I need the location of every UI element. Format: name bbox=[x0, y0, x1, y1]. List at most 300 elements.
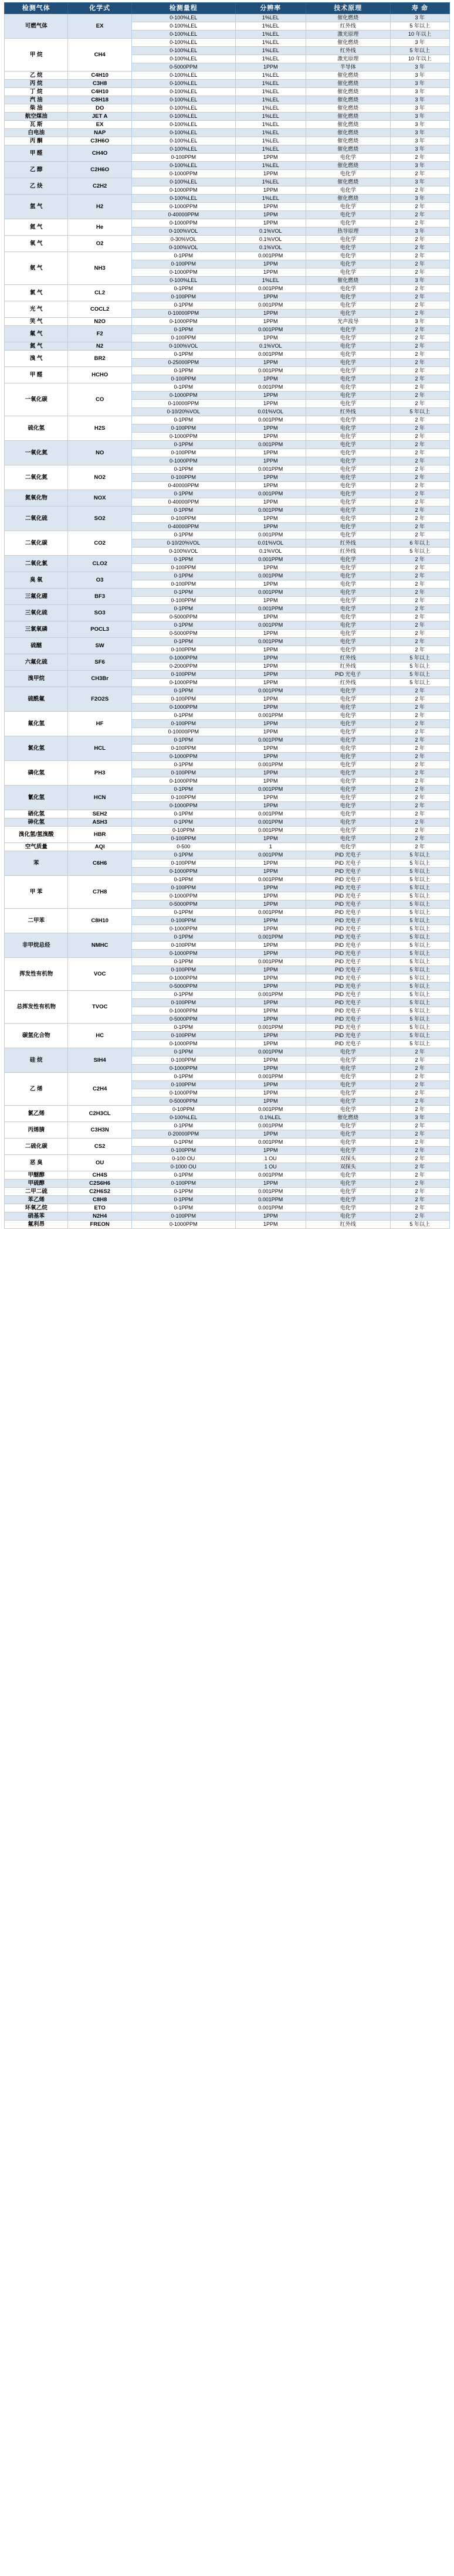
cell-technology: 电化学 bbox=[306, 342, 390, 351]
header-resolution: 分辨率 bbox=[235, 3, 306, 14]
cell-resolution: 0.001PPM bbox=[235, 1204, 306, 1212]
cell-lifetime: 2 年 bbox=[390, 203, 449, 211]
cell-technology: 光声波导 bbox=[306, 318, 390, 326]
cell-lifetime: 5 年以上 bbox=[390, 22, 449, 30]
cell-resolution: 1PPM bbox=[235, 457, 306, 465]
cell-gas-name: 丁 烷 bbox=[5, 88, 68, 96]
cell-technology: 催化燃烧 bbox=[306, 39, 390, 47]
cell-technology: 电化学 bbox=[306, 646, 390, 654]
cell-technology: 电化学 bbox=[306, 441, 390, 449]
cell-resolution: 1PPM bbox=[235, 1032, 306, 1040]
cell-technology: 电化学 bbox=[306, 1212, 390, 1221]
cell-technology: 电化学 bbox=[306, 482, 390, 490]
cell-technology: 电化学 bbox=[306, 580, 390, 589]
cell-formula: C7H8 bbox=[68, 876, 131, 909]
cell-gas-name: 氢 气 bbox=[5, 195, 68, 219]
cell-resolution: 1PPM bbox=[235, 1147, 306, 1155]
cell-gas-name: 氯乙烯 bbox=[5, 1106, 68, 1122]
table-row bbox=[5, 1139, 450, 1147]
cell-technology: 电化学 bbox=[306, 835, 390, 843]
cell-range: 0-1PPM bbox=[131, 383, 235, 392]
cell-technology: 电化学 bbox=[306, 638, 390, 646]
cell-range: 0-1PPM bbox=[131, 416, 235, 424]
cell-resolution: 1PPM bbox=[235, 859, 306, 868]
cell-formula: NOX bbox=[68, 490, 131, 507]
cell-lifetime: 2 年 bbox=[390, 810, 449, 818]
cell-range: 0-100PPM bbox=[131, 515, 235, 523]
cell-technology: 电化学 bbox=[306, 613, 390, 621]
cell-range: 0-1PPM bbox=[131, 1171, 235, 1180]
table-row bbox=[5, 465, 450, 474]
cell-resolution: 1PPM bbox=[235, 1065, 306, 1073]
cell-lifetime: 2 年 bbox=[390, 252, 449, 260]
cell-range: 0-100PPM bbox=[131, 260, 235, 269]
cell-range: 0-1PPM bbox=[131, 556, 235, 564]
table-row bbox=[5, 572, 450, 580]
cell-formula: O3 bbox=[68, 572, 131, 589]
cell-gas-name: 三氯氧磷 bbox=[5, 621, 68, 638]
cell-gas-name: 氰化氢 bbox=[5, 786, 68, 810]
cell-range: 0-1PPM bbox=[131, 605, 235, 613]
cell-lifetime: 2 年 bbox=[390, 531, 449, 539]
cell-lifetime: 2 年 bbox=[390, 572, 449, 580]
cell-lifetime: 2 年 bbox=[390, 293, 449, 301]
cell-resolution: 1PPM bbox=[235, 1040, 306, 1048]
cell-resolution: 0.001PPM bbox=[235, 589, 306, 597]
cell-gas-name: 空气质量 bbox=[5, 843, 68, 851]
cell-resolution: 1PPM bbox=[235, 375, 306, 383]
table-row bbox=[5, 786, 450, 794]
cell-technology: 催化燃烧 bbox=[306, 137, 390, 145]
cell-technology: 电化学 bbox=[306, 556, 390, 564]
cell-technology: 电化学 bbox=[306, 293, 390, 301]
cell-gas-name: 氦 气 bbox=[5, 219, 68, 236]
cell-resolution: 1PPM bbox=[235, 1221, 306, 1229]
cell-technology: 电化学 bbox=[306, 630, 390, 638]
cell-lifetime: 2 年 bbox=[390, 211, 449, 219]
cell-resolution: 0.001PPM bbox=[235, 827, 306, 835]
cell-lifetime: 5 年以上 bbox=[390, 408, 449, 416]
cell-lifetime: 2 年 bbox=[390, 342, 449, 351]
table-row bbox=[5, 876, 450, 884]
cell-formula: BR2 bbox=[68, 351, 131, 367]
cell-lifetime: 2 年 bbox=[390, 498, 449, 507]
cell-gas-name: 甲硫醇 bbox=[5, 1180, 68, 1188]
cell-technology: 电化学 bbox=[306, 490, 390, 498]
cell-technology: 电化学 bbox=[306, 334, 390, 342]
cell-resolution: 1PPM bbox=[235, 728, 306, 736]
cell-technology: 红外线 bbox=[306, 662, 390, 671]
cell-resolution: 1PPM bbox=[235, 424, 306, 433]
cell-formula: C2H4 bbox=[68, 1073, 131, 1106]
cell-formula: F2O2S bbox=[68, 687, 131, 712]
cell-lifetime: 2 年 bbox=[390, 1065, 449, 1073]
cell-lifetime: 2 年 bbox=[390, 424, 449, 433]
cell-lifetime: 2 年 bbox=[390, 761, 449, 769]
cell-lifetime: 2 年 bbox=[390, 712, 449, 720]
cell-resolution: 1PPM bbox=[235, 1130, 306, 1139]
cell-resolution: 1%LEL bbox=[235, 72, 306, 80]
cell-range: 0-100%LEL bbox=[131, 195, 235, 203]
cell-gas-name: 二氧化硫 bbox=[5, 507, 68, 531]
cell-resolution: 1PPM bbox=[235, 1212, 306, 1221]
cell-resolution: 1PPM bbox=[235, 802, 306, 810]
cell-resolution: 1PPM bbox=[235, 1180, 306, 1188]
cell-gas-name: 二甲苯 bbox=[5, 909, 68, 933]
cell-lifetime: 2 年 bbox=[390, 1089, 449, 1097]
cell-lifetime: 2 年 bbox=[390, 827, 449, 835]
cell-range: 0-100PPM bbox=[131, 942, 235, 950]
cell-range: 0-100PPM bbox=[131, 859, 235, 868]
table-row bbox=[5, 933, 450, 942]
cell-range: 0-1PPM bbox=[131, 1139, 235, 1147]
cell-formula: C2S6H6 bbox=[68, 1180, 131, 1188]
cell-lifetime: 3 年 bbox=[390, 113, 449, 121]
cell-range: 0-1000PPM bbox=[131, 1089, 235, 1097]
cell-technology: 电化学 bbox=[306, 1188, 390, 1196]
cell-lifetime: 5 年以上 bbox=[390, 662, 449, 671]
cell-technology: 电化学 bbox=[306, 794, 390, 802]
cell-gas-name: 柴 油 bbox=[5, 104, 68, 113]
cell-range: 0-1PPM bbox=[131, 761, 235, 769]
table-row bbox=[5, 589, 450, 597]
cell-range: 0-100PPM bbox=[131, 564, 235, 572]
cell-range: 0-1PPM bbox=[131, 589, 235, 597]
cell-gas-name: 笑 气 bbox=[5, 318, 68, 326]
header-range: 检测量程 bbox=[131, 3, 235, 14]
table-row bbox=[5, 605, 450, 613]
cell-lifetime: 2 年 bbox=[390, 375, 449, 383]
cell-range: 0-1000PPM bbox=[131, 1007, 235, 1015]
cell-technology: 半导体 bbox=[306, 63, 390, 72]
cell-resolution: 0.001PPM bbox=[235, 367, 306, 375]
cell-formula: COCL2 bbox=[68, 301, 131, 318]
cell-range: 0-1000PPM bbox=[131, 170, 235, 178]
cell-lifetime: 2 年 bbox=[390, 507, 449, 515]
cell-gas-name: 乙 醇 bbox=[5, 162, 68, 178]
cell-formula: HF bbox=[68, 712, 131, 736]
cell-lifetime: 2 年 bbox=[390, 441, 449, 449]
cell-technology: 电化学 bbox=[306, 597, 390, 605]
header-technology: 技术原理 bbox=[306, 3, 390, 14]
table-row bbox=[5, 1048, 450, 1056]
cell-gas-name: 氮 气 bbox=[5, 342, 68, 351]
cell-range: 0-5000PPM bbox=[131, 630, 235, 638]
cell-range: 0-1000PPM bbox=[131, 868, 235, 876]
cell-range: 0-100PPM bbox=[131, 835, 235, 843]
cell-formula: ASH3 bbox=[68, 818, 131, 827]
cell-range: 0-1000PPM bbox=[131, 203, 235, 211]
table-row bbox=[5, 342, 450, 351]
cell-range: 0-10000PPM bbox=[131, 400, 235, 408]
cell-technology: PID 光电子 bbox=[306, 859, 390, 868]
cell-formula: N2 bbox=[68, 342, 131, 351]
table-row bbox=[5, 367, 450, 375]
cell-formula: CH4S bbox=[68, 1171, 131, 1180]
cell-technology: 电化学 bbox=[306, 1180, 390, 1188]
cell-range: 0-100%LEL bbox=[131, 22, 235, 30]
cell-formula: VOC bbox=[68, 958, 131, 991]
cell-lifetime: 2 年 bbox=[390, 482, 449, 490]
cell-technology: 电化学 bbox=[306, 359, 390, 367]
table-row bbox=[5, 827, 450, 835]
cell-gas-name: 航空煤油 bbox=[5, 113, 68, 121]
cell-range: 0-100PPM bbox=[131, 671, 235, 679]
cell-lifetime: 3 年 bbox=[390, 227, 449, 236]
cell-range: 0-100PPM bbox=[131, 794, 235, 802]
cell-formula: AQI bbox=[68, 843, 131, 851]
cell-range: 0-100%LEL bbox=[131, 104, 235, 113]
cell-lifetime: 2 年 bbox=[390, 359, 449, 367]
table-header-row bbox=[5, 3, 450, 14]
table-row bbox=[5, 761, 450, 769]
cell-technology: 电化学 bbox=[306, 1106, 390, 1114]
cell-resolution: 1%LEL bbox=[235, 30, 306, 39]
cell-gas-name: 二硫化碳 bbox=[5, 1139, 68, 1155]
cell-technology: 电化学 bbox=[306, 1081, 390, 1089]
cell-resolution: 1%LEL bbox=[235, 39, 306, 47]
cell-technology: 电化学 bbox=[306, 687, 390, 695]
cell-gas-name: 硒化氢 bbox=[5, 810, 68, 818]
cell-range: 0-40000PPM bbox=[131, 498, 235, 507]
cell-technology: 双探头 bbox=[306, 1155, 390, 1163]
cell-resolution: 0.001PPM bbox=[235, 621, 306, 630]
cell-formula: HC bbox=[68, 1024, 131, 1048]
cell-range: 0-1PPM bbox=[131, 252, 235, 260]
cell-resolution: 1PPM bbox=[235, 966, 306, 974]
cell-range: 0-1PPM bbox=[131, 958, 235, 966]
cell-resolution: 1%LEL bbox=[235, 195, 306, 203]
cell-gas-name: 氨 气 bbox=[5, 252, 68, 285]
cell-range: 0-1PPM bbox=[131, 818, 235, 827]
cell-range: 0-1000PPM bbox=[131, 1040, 235, 1048]
cell-range: 0-1000PPM bbox=[131, 1221, 235, 1229]
table-row bbox=[5, 507, 450, 515]
cell-gas-name: 甲 苯 bbox=[5, 876, 68, 909]
cell-lifetime: 5 年以上 bbox=[390, 1024, 449, 1032]
cell-technology: PID 光电子 bbox=[306, 966, 390, 974]
cell-resolution: 1PPM bbox=[235, 580, 306, 589]
cell-lifetime: 2 年 bbox=[390, 695, 449, 704]
cell-lifetime: 5 年以上 bbox=[390, 974, 449, 983]
cell-technology: 电化学 bbox=[306, 186, 390, 195]
cell-technology: PID 光电子 bbox=[306, 671, 390, 679]
cell-technology: PID 光电子 bbox=[306, 900, 390, 909]
cell-range: 0-1PPM bbox=[131, 1188, 235, 1196]
cell-technology: PID 光电子 bbox=[306, 974, 390, 983]
table-row bbox=[5, 88, 450, 96]
cell-range: 0-1000PPM bbox=[131, 950, 235, 958]
table-row bbox=[5, 96, 450, 104]
cell-lifetime: 5 年以上 bbox=[390, 942, 449, 950]
cell-resolution: 1PPM bbox=[235, 794, 306, 802]
cell-resolution: 1%LEL bbox=[235, 113, 306, 121]
cell-technology: 红外线 bbox=[306, 408, 390, 416]
cell-lifetime: 5 年以上 bbox=[390, 958, 449, 966]
cell-resolution: 1PPM bbox=[235, 154, 306, 162]
cell-technology: 红外线 bbox=[306, 22, 390, 30]
cell-resolution: 0.001PPM bbox=[235, 818, 306, 827]
cell-range: 0-10000PPM bbox=[131, 728, 235, 736]
table-row bbox=[5, 654, 450, 662]
cell-gas-name: 可燃气体 bbox=[5, 14, 68, 39]
table-row bbox=[5, 178, 450, 186]
cell-lifetime: 2 年 bbox=[390, 794, 449, 802]
cell-lifetime: 2 年 bbox=[390, 326, 449, 334]
cell-resolution: 1PPM bbox=[235, 999, 306, 1007]
cell-technology: 红外线 bbox=[306, 654, 390, 662]
cell-lifetime: 5 年以上 bbox=[390, 876, 449, 884]
cell-resolution: 0.001PPM bbox=[235, 909, 306, 917]
cell-lifetime: 2 年 bbox=[390, 1048, 449, 1056]
cell-formula: C8H8 bbox=[68, 1196, 131, 1204]
cell-lifetime: 5 年以上 bbox=[390, 900, 449, 909]
cell-resolution: 0.1%VOL bbox=[235, 227, 306, 236]
cell-range: 0-1PPM bbox=[131, 465, 235, 474]
cell-formula: C3H6O bbox=[68, 137, 131, 145]
table-row bbox=[5, 1106, 450, 1114]
table-row bbox=[5, 958, 450, 966]
cell-technology: 电化学 bbox=[306, 589, 390, 597]
cell-lifetime: 3 年 bbox=[390, 121, 449, 129]
cell-lifetime: 5 年以上 bbox=[390, 909, 449, 917]
table-row bbox=[5, 104, 450, 113]
cell-range: 0-40000PPM bbox=[131, 523, 235, 531]
cell-technology: PID 光电子 bbox=[306, 868, 390, 876]
cell-range: 0-1PPM bbox=[131, 687, 235, 695]
cell-resolution: 0.1%VOL bbox=[235, 236, 306, 244]
cell-range: 0-40000PPM bbox=[131, 482, 235, 490]
cell-resolution: 1PPM bbox=[235, 1007, 306, 1015]
table-row bbox=[5, 1171, 450, 1180]
cell-resolution: 0.001PPM bbox=[235, 1196, 306, 1204]
cell-resolution: 1PPM bbox=[235, 679, 306, 687]
cell-technology: 电化学 bbox=[306, 244, 390, 252]
cell-lifetime: 2 年 bbox=[390, 433, 449, 441]
cell-range: 0-1PPM bbox=[131, 851, 235, 859]
cell-resolution: 1PPM bbox=[235, 925, 306, 933]
cell-resolution: 0.1%LEL bbox=[235, 1114, 306, 1122]
cell-technology: PID 光电子 bbox=[306, 942, 390, 950]
cell-formula: C3H3N bbox=[68, 1122, 131, 1139]
cell-lifetime: 3 年 bbox=[390, 96, 449, 104]
cell-lifetime: 2 年 bbox=[390, 515, 449, 523]
cell-gas-name: 一氧化碳 bbox=[5, 383, 68, 416]
cell-resolution: 1PPM bbox=[235, 63, 306, 72]
cell-technology: PID 光电子 bbox=[306, 925, 390, 933]
cell-technology: 电化学 bbox=[306, 211, 390, 219]
cell-range: 0-100PPM bbox=[131, 646, 235, 654]
cell-formula: C2H2 bbox=[68, 178, 131, 195]
cell-resolution: 1PPM bbox=[235, 400, 306, 408]
cell-lifetime: 2 年 bbox=[390, 1056, 449, 1065]
cell-technology: 电化学 bbox=[306, 285, 390, 293]
cell-resolution: 1PPM bbox=[235, 974, 306, 983]
cell-lifetime: 10 年以上 bbox=[390, 30, 449, 39]
cell-range: 0-5000PPM bbox=[131, 1097, 235, 1106]
cell-resolution: 1PPM bbox=[235, 433, 306, 441]
cell-lifetime: 5 年以上 bbox=[390, 1221, 449, 1229]
cell-formula: CL2 bbox=[68, 285, 131, 301]
cell-technology: 电化学 bbox=[306, 203, 390, 211]
cell-lifetime: 3 年 bbox=[390, 104, 449, 113]
cell-lifetime: 2 年 bbox=[390, 1163, 449, 1171]
cell-range: 0-100PPM bbox=[131, 334, 235, 342]
cell-formula: CO2 bbox=[68, 531, 131, 556]
cell-range: 0-1PPM bbox=[131, 1073, 235, 1081]
cell-resolution: 1PPM bbox=[235, 868, 306, 876]
cell-formula: SO3 bbox=[68, 605, 131, 621]
cell-technology: 催化燃烧 bbox=[306, 1114, 390, 1122]
cell-range: 0-100PPM bbox=[131, 1032, 235, 1040]
cell-range: 0-100PPM bbox=[131, 1180, 235, 1188]
cell-technology: 电化学 bbox=[306, 1130, 390, 1139]
cell-lifetime: 2 年 bbox=[390, 260, 449, 269]
cell-technology: 电化学 bbox=[306, 704, 390, 712]
cell-range: 0-1000PPM bbox=[131, 654, 235, 662]
cell-gas-name: 硅 烷 bbox=[5, 1048, 68, 1073]
cell-formula: TVOC bbox=[68, 991, 131, 1024]
cell-range: 0-10PPM bbox=[131, 827, 235, 835]
cell-gas-name: 丙烯腈 bbox=[5, 1122, 68, 1139]
cell-resolution: 1PPM bbox=[235, 646, 306, 654]
cell-range: 0-1PPM bbox=[131, 301, 235, 310]
cell-range: 0-100%LEL bbox=[131, 14, 235, 22]
cell-range: 0-1PPM bbox=[131, 933, 235, 942]
cell-gas-name: 氟化氢 bbox=[5, 712, 68, 736]
cell-range: 0-1000PPM bbox=[131, 679, 235, 687]
cell-lifetime: 5 年以上 bbox=[390, 868, 449, 876]
cell-lifetime: 2 年 bbox=[390, 605, 449, 613]
cell-lifetime: 2 年 bbox=[390, 1130, 449, 1139]
cell-technology: 电化学 bbox=[306, 449, 390, 457]
cell-lifetime: 2 年 bbox=[390, 1106, 449, 1114]
cell-range: 0-100PPM bbox=[131, 154, 235, 162]
cell-technology: PID 光电子 bbox=[306, 851, 390, 859]
cell-lifetime: 2 年 bbox=[390, 1212, 449, 1221]
cell-resolution: 0.001PPM bbox=[235, 851, 306, 859]
cell-technology: 催化燃烧 bbox=[306, 80, 390, 88]
cell-technology: PID 光电子 bbox=[306, 1040, 390, 1048]
cell-technology: 电化学 bbox=[306, 433, 390, 441]
cell-lifetime: 2 年 bbox=[390, 269, 449, 277]
cell-lifetime: 2 年 bbox=[390, 383, 449, 392]
cell-formula: FREON bbox=[68, 1221, 131, 1229]
cell-lifetime: 3 年 bbox=[390, 39, 449, 47]
cell-technology: 电化学 bbox=[306, 310, 390, 318]
cell-lifetime: 2 年 bbox=[390, 786, 449, 794]
cell-resolution: 1PPM bbox=[235, 498, 306, 507]
cell-resolution: 0.001PPM bbox=[235, 958, 306, 966]
cell-range: 0-100%LEL bbox=[131, 30, 235, 39]
cell-lifetime: 2 年 bbox=[390, 736, 449, 745]
cell-range: 0-1PPM bbox=[131, 490, 235, 498]
cell-lifetime: 3 年 bbox=[390, 318, 449, 326]
cell-range: 0-100%LEL bbox=[131, 145, 235, 154]
cell-formula: NMHC bbox=[68, 933, 131, 958]
cell-formula: C2H3CL bbox=[68, 1106, 131, 1122]
cell-resolution: 1PPM bbox=[235, 835, 306, 843]
cell-lifetime: 2 年 bbox=[390, 285, 449, 293]
cell-resolution: 0.001PPM bbox=[235, 712, 306, 720]
cell-range: 0-10/20%VOL bbox=[131, 408, 235, 416]
cell-technology: PID 光电子 bbox=[306, 958, 390, 966]
table-row bbox=[5, 318, 450, 326]
cell-technology: 电化学 bbox=[306, 564, 390, 572]
cell-lifetime: 2 年 bbox=[390, 1155, 449, 1163]
cell-range: 0-100PPM bbox=[131, 1147, 235, 1155]
cell-technology: 激光原理 bbox=[306, 55, 390, 63]
